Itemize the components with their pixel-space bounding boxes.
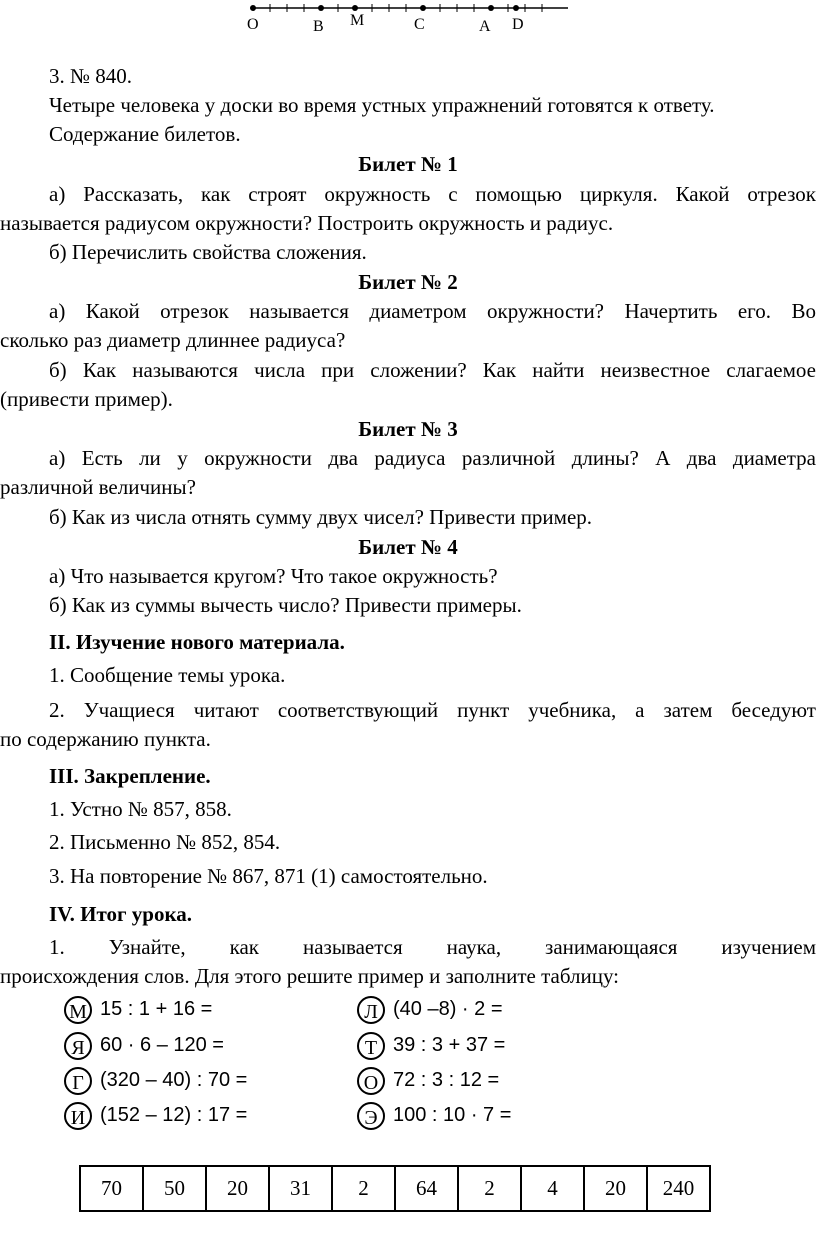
exercise-row — [64, 1101, 247, 1130]
letter-circle: М — [64, 996, 92, 1024]
label-o: O — [247, 16, 259, 33]
exercise-expression: 15 : 1 + 16 = — [100, 998, 213, 1020]
exercise-row — [357, 1101, 511, 1130]
point-m — [352, 5, 358, 11]
section3-item1: 1. Устно № 857, 858. — [49, 797, 232, 821]
answer-cell: 50 — [143, 1166, 206, 1211]
answer-cell: 4 — [521, 1166, 584, 1211]
ticket2-line3: б) Как называются числа при сложении? Как найти неизвестное слагаемое — [49, 358, 816, 382]
exercise-expression: 60 · 6 – 120 = — [100, 1034, 224, 1056]
section4-heading: IV. Итог урока. — [49, 902, 193, 926]
exercise-expression: 100 : 10 · 7 = — [393, 1104, 512, 1126]
section2-item2-line1: 2. Учащиеся читают соответствующий пункт учебника, а затем беседуют — [49, 698, 816, 722]
ticket4-line1: а) Что называется кругом? Что такое окружность? — [49, 564, 498, 588]
letter-circle: Т — [357, 1032, 385, 1060]
section2-item2-line2: по содержанию пункта. — [0, 727, 211, 751]
letter-circle: О — [357, 1067, 385, 1095]
point-a — [488, 5, 494, 11]
label-a: A — [479, 18, 491, 35]
exercise-expression: 39 : 3 + 37 = — [393, 1034, 506, 1056]
answer-table — [79, 1165, 711, 1212]
exercise-expression: (152 – 12) : 17 = — [100, 1104, 248, 1126]
answer-cell: 2 — [332, 1166, 395, 1211]
task3-intro-line1: Четыре человека у доски во время устных упражнений готовятся к ответу. — [49, 93, 715, 117]
section3-item3: 3. На повторение № 867, 871 (1) самостоятельно. — [49, 864, 488, 888]
exercise-row — [357, 1031, 505, 1060]
exercise-row — [357, 995, 503, 1024]
letter-circle: Г — [64, 1067, 92, 1095]
answer-cell: 31 — [269, 1166, 332, 1211]
label-d: D — [512, 16, 524, 33]
ticket3-line3: б) Как из числа отнять сумму двух чисел? Привести пример. — [49, 505, 593, 529]
ticket1-line3: б) Перечислить свойства сложения. — [49, 240, 367, 264]
answer-cell: 70 — [80, 1166, 143, 1211]
ticket3-line1: а) Есть ли у окружности два радиуса различной длины? А два диаметра — [49, 446, 816, 470]
ticket2-line4: (привести пример). — [0, 387, 173, 411]
point-o — [250, 5, 256, 11]
section3-heading: III. Закрепление. — [49, 764, 211, 788]
ticket2-line2: сколько раз диаметр длиннее радиуса? — [0, 328, 346, 352]
point-d — [513, 5, 519, 11]
ticket2-line1: а) Какой отрезок называется диаметром окружности? Начертить его. Во — [49, 299, 816, 323]
label-c: C — [414, 16, 425, 33]
letter-circle: Я — [64, 1032, 92, 1060]
number-line-axis — [0, 0, 816, 20]
ticket3-title: Билет № 3 — [358, 417, 458, 441]
task3-intro-line2: Содержание билетов. — [49, 122, 241, 146]
label-m: M — [350, 12, 365, 29]
exercise-expression: (320 – 40) : 70 = — [100, 1069, 248, 1091]
task3-heading: 3. № 840. — [49, 64, 133, 88]
exercise-row — [64, 995, 212, 1024]
answer-table-row — [80, 1166, 710, 1211]
point-c — [420, 5, 426, 11]
answer-cell: 20 — [584, 1166, 647, 1211]
exercise-row — [64, 1031, 224, 1060]
label-b: B — [313, 18, 324, 35]
exercise-expression: (40 –8) · 2 = — [393, 998, 503, 1020]
section2-heading: II. Изучение нового материала. — [49, 630, 345, 654]
ticket4-title: Билет № 4 — [358, 535, 458, 559]
section4-item1-line2: происхождения слов. Для этого решите пример и заполните таблицу: — [0, 964, 620, 988]
section2-item1: 1. Сообщение темы урока. — [49, 663, 286, 687]
ticket3-line2: различной величины? — [0, 475, 196, 499]
point-b — [318, 5, 324, 11]
section4-item1-line1: 1. Узнайте, как называется наука, занимающаяся изучением — [49, 935, 816, 959]
section3-item2: 2. Письменно № 852, 854. — [49, 830, 281, 854]
ticket4-line2: б) Как из суммы вычесть число? Привести примеры. — [49, 593, 522, 617]
answer-cell: 20 — [206, 1166, 269, 1211]
ticket2-title: Билет № 2 — [358, 270, 458, 294]
answer-cell: 240 — [647, 1166, 710, 1211]
answer-cell: 2 — [458, 1166, 521, 1211]
exercise-expression: 72 : 3 : 12 = — [393, 1069, 500, 1091]
exercise-row — [357, 1066, 499, 1095]
answer-cell: 64 — [395, 1166, 458, 1211]
ticket1-line1: а) Рассказать, как строят окружность с помощью циркуля. Какой отрезок — [49, 182, 816, 206]
letter-circle: И — [64, 1102, 92, 1130]
exercise-row — [64, 1066, 247, 1095]
letter-circle: Л — [357, 996, 385, 1024]
ticket1-title: Билет № 1 — [358, 152, 458, 176]
ticket1-line2: называется радиусом окружности? Построить окружность и радиус. — [0, 211, 614, 235]
letter-circle: Э — [357, 1102, 385, 1130]
